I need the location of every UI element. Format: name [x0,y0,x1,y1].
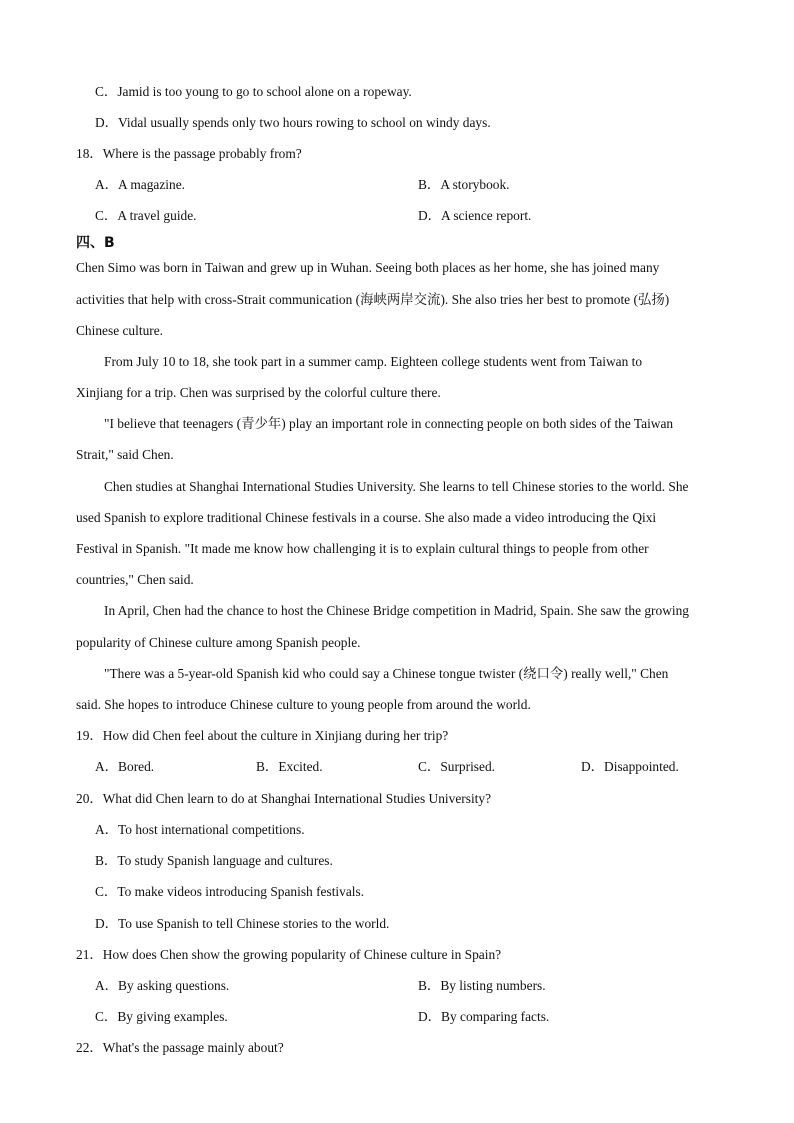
q17-option-c: C．Jamid is too young to go to school alone on a ropeway. [95,84,412,99]
q17-option-d: D．Vidal usually spends only two hours rowing to school on windy days. [95,115,491,130]
q21-option-c: C．By giving examples. [95,1009,228,1024]
passage-line: Chen studies at Shanghai International Studies University. She learns to tell Chinese stories to the world. She [104,479,689,494]
q21-option-d: D．By comparing facts. [418,1009,550,1024]
q19-option-b: B．Excited. [256,759,323,774]
passage-line: Xinjiang for a trip. Chen was surprised by the colorful culture there. [76,385,441,400]
q18-option-c: C．A travel guide. [95,208,197,223]
q19-stem: 19．How did Chen feel about the culture in Xinjiang during her trip? [76,728,449,743]
q20-option-c: C．To make videos introducing Spanish festivals. [95,884,365,899]
q20-option-a: A．To host international competitions. [95,822,305,837]
q18-option-d: D．A science report. [418,208,532,223]
q22-stem: 22．What's the passage mainly about? [76,1040,284,1055]
passage-line: activities that help with cross-Strait communication (海峡两岸交流). She also tries her best to promote (弘扬) [76,292,670,307]
passage-line: said. She hopes to introduce Chinese culture to young people from around the world. [76,697,531,712]
q20-option-b: B．To study Spanish language and cultures. [95,853,333,868]
passage-line: used Spanish to explore traditional Chinese festivals in a course. She also made a video introducing the Qixi [76,510,657,525]
q18-stem: 18．Where is the passage probably from? [76,146,302,161]
q18-option-b: B．A storybook. [418,177,510,192]
passage-line: In April, Chen had the chance to host the Chinese Bridge competition in Madrid, Spain. She saw the growing [104,603,689,618]
q19-option-a: A．Bored. [95,759,155,774]
q19-option-c: C．Surprised. [418,759,495,774]
passage-line: Strait," said Chen. [76,447,174,462]
q21-option-a: A．By asking questions. [95,978,230,993]
q21-option-b: B．By listing numbers. [418,978,546,993]
passage-line: "I believe that teenagers (青少年) play an important role in connecting people on both sides of the Taiwan [104,416,674,431]
q20-stem: 20．What did Chen learn to do at Shanghai International Studies University? [76,791,492,806]
q21-stem: 21．How does Chen show the growing popularity of Chinese culture in Spain? [76,947,502,962]
passage-line: Chen Simo was born in Taiwan and grew up in Wuhan. Seeing both places as her home, she has joined many [76,260,660,275]
passage-line: From July 10 to 18, she took part in a summer camp. Eighteen college students went from Taiwan to [104,354,643,369]
q19-option-d: D．Disappointed. [581,759,679,774]
passage-line: Festival in Spanish. "It made me know how challenging it is to explain cultural things to people from other [76,541,649,556]
passage-line: Chinese culture. [76,323,164,338]
passage-line: countries," Chen said. [76,572,194,587]
q20-option-d: D．To use Spanish to tell Chinese stories to the world. [95,916,390,931]
section-heading: 四、B [76,235,115,251]
q18-option-a: A．A magazine. [95,177,185,192]
passage-line: popularity of Chinese culture among Spanish people. [76,635,361,650]
passage-line: "There was a 5-year-old Spanish kid who could say a Chinese tongue twister (绕口令) really well," Chen [104,666,669,681]
